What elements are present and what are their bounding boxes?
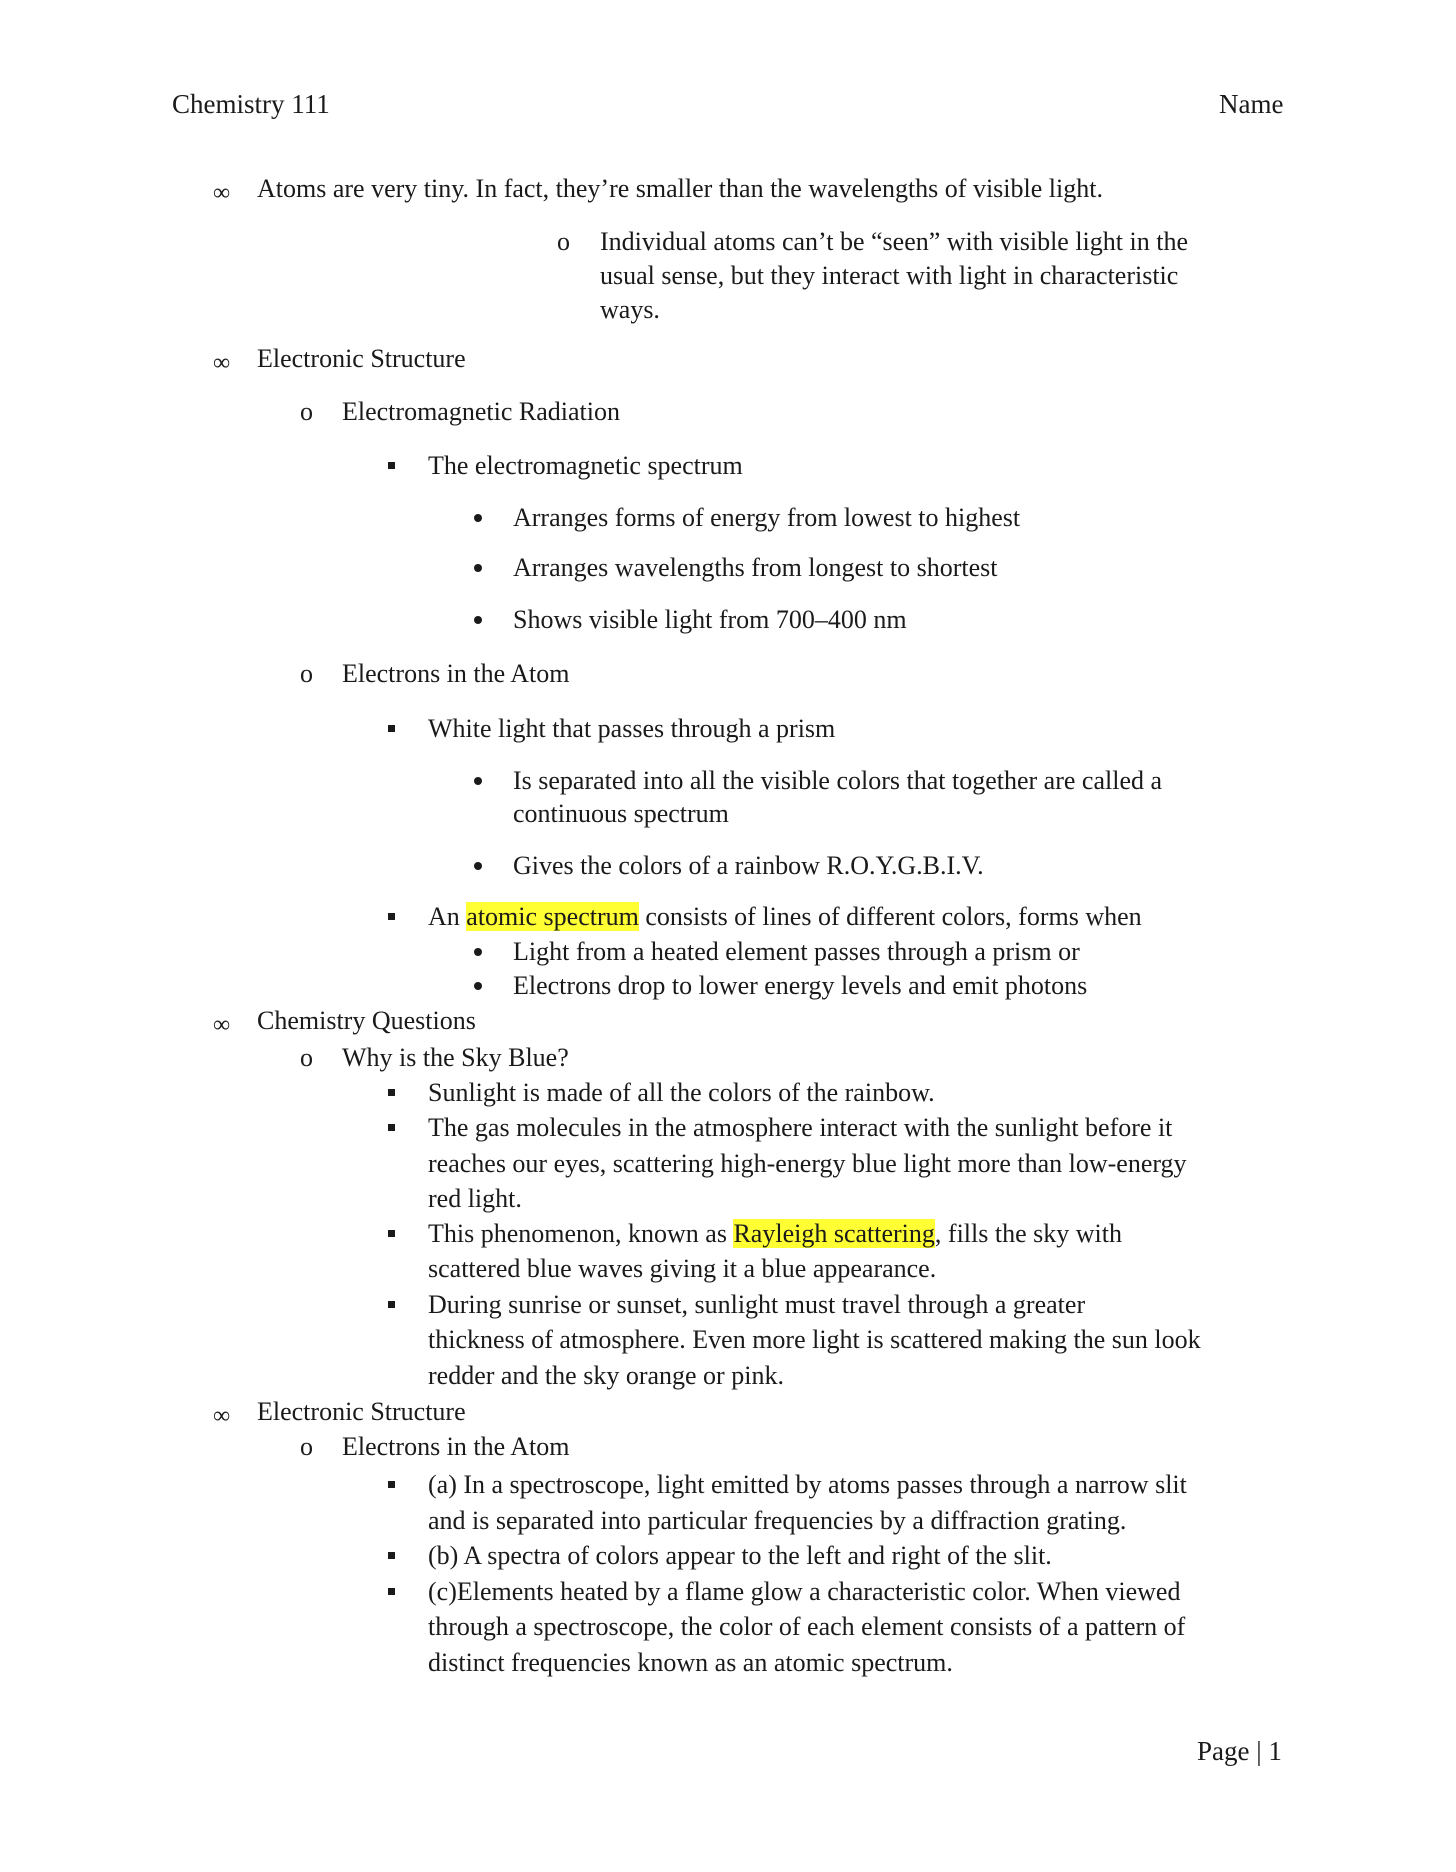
text-fragment: An — [428, 902, 467, 931]
level2-marker: o — [300, 1432, 313, 1461]
bullet-sunlight-colors: Sunlight is made of all the colors of the rainbow. — [428, 1078, 935, 1107]
level2-marker: o — [557, 227, 570, 256]
bullet-atoms-seen-line2: usual sense, but they interact with light in characteristic — [600, 261, 1179, 290]
bullet-heated-element: Light from a heated element passes through a prism or — [513, 937, 1080, 966]
square-bullet-icon — [388, 1124, 395, 1131]
text-fragment: , fills the sky with — [934, 1219, 1122, 1248]
heading-sky-blue: Why is the Sky Blue? — [342, 1043, 569, 1072]
square-bullet-icon — [388, 1230, 395, 1237]
bullet-spectra-colors: (b) A spectra of colors appear to the left and right of the slit. — [428, 1541, 1052, 1570]
bullet-rayleigh-line1 — [428, 1216, 1122, 1251]
round-bullet-icon — [474, 616, 482, 624]
round-bullet-icon — [474, 514, 482, 522]
round-bullet-icon — [474, 948, 482, 956]
level2-marker: o — [300, 397, 313, 426]
name-label: Name — [1219, 89, 1284, 119]
level2-marker: o — [300, 659, 313, 688]
bullet-arranges-energy: Arranges forms of energy from lowest to highest — [513, 503, 1021, 532]
bullet-flame-line3: distinct frequencies known as an atomic spectrum. — [428, 1648, 953, 1677]
heading-chemistry-questions: Chemistry Questions — [257, 1006, 476, 1035]
round-bullet-icon — [474, 982, 482, 990]
bullet-visible-light: Shows visible light from 700–400 nm — [513, 605, 907, 634]
round-bullet-icon — [474, 777, 482, 785]
bullet-atomic-spectrum — [428, 899, 1142, 934]
bullet-separated-line2: continuous spectrum — [513, 799, 729, 828]
page-number: Page | 1 — [1197, 1736, 1282, 1766]
bullet-white-light: White light that passes through a prism — [428, 714, 836, 743]
bullet-atoms-seen-line1: Individual atoms can’t be “seen” with visible light in the — [600, 227, 1188, 256]
round-bullet-icon — [474, 862, 482, 870]
square-bullet-icon — [388, 1481, 395, 1488]
heading-electrons-atom: Electrons in the Atom — [342, 659, 570, 688]
heading-electronic-structure-2: Electronic Structure — [257, 1397, 466, 1426]
heading-electrons-atom-2: Electrons in the Atom — [342, 1432, 570, 1461]
course-title: Chemistry 111 — [172, 89, 330, 119]
bullet-separated-line1: Is separated into all the visible colors that together are called a — [513, 766, 1163, 795]
level1-marker: ∞ — [213, 1403, 231, 1429]
bullet-sunrise-line3: redder and the sky orange or pink. — [428, 1361, 784, 1390]
square-bullet-icon — [388, 1089, 395, 1096]
bullet-gas-line3: red light. — [428, 1184, 522, 1213]
bullet-spectroscope-line1: (a) In a spectroscope, light emitted by atoms passes through a narrow slit — [428, 1470, 1187, 1499]
bullet-em-spectrum: The electromagnetic spectrum — [428, 451, 743, 480]
level1-marker: ∞ — [213, 1012, 231, 1038]
bullet-sunrise-line1: During sunrise or sunset, sunlight must travel through a greater — [428, 1290, 1086, 1319]
square-bullet-icon — [388, 1588, 395, 1595]
square-bullet-icon — [388, 1552, 395, 1559]
bullet-rayleigh-line2: scattered blue waves giving it a blue appearance. — [428, 1254, 937, 1283]
highlight-rayleigh-scattering: Rayleigh scattering — [733, 1219, 935, 1248]
highlight-atomic-spectrum: atomic spectrum — [466, 902, 639, 931]
round-bullet-icon — [474, 564, 482, 572]
bullet-flame-line2: through a spectroscope, the color of each element consists of a pattern of — [428, 1612, 1186, 1641]
bullet-arranges-wavelengths: Arranges wavelengths from longest to shortest — [513, 553, 998, 582]
bullet-sunrise-line2: thickness of atmosphere. Even more light is scattered making the sun look — [428, 1325, 1201, 1354]
text-fragment: consists of lines of different colors, forms when — [638, 902, 1142, 931]
bullet-flame-line1: (c)Elements heated by a flame glow a characteristic color. When viewed — [428, 1577, 1181, 1606]
bullet-atoms-seen-line3: ways. — [600, 295, 660, 324]
level2-marker: o — [300, 1043, 313, 1072]
square-bullet-icon — [388, 725, 395, 732]
bullet-gas-line1: The gas molecules in the atmosphere interact with the sunlight before it — [428, 1113, 1173, 1142]
square-bullet-icon — [388, 462, 395, 469]
heading-em-radiation: Electromagnetic Radiation — [342, 397, 620, 426]
bullet-rainbow: Gives the colors of a rainbow R.O.Y.G.B.I.V. — [513, 851, 984, 880]
bullet-gas-line2: reaches our eyes, scattering high-energy blue light more than low-energy — [428, 1149, 1187, 1178]
square-bullet-icon — [388, 1301, 395, 1308]
bullet-atoms-tiny: Atoms are very tiny. In fact, they’re smaller than the wavelengths of visible light. — [257, 174, 1103, 203]
heading-electronic-structure: Electronic Structure — [257, 344, 466, 373]
square-bullet-icon — [388, 913, 395, 920]
bullet-spectroscope-line2: and is separated into particular frequencies by a diffraction grating. — [428, 1506, 1127, 1535]
level1-marker: ∞ — [213, 350, 231, 376]
bullet-electrons-drop: Electrons drop to lower energy levels and emit photons — [513, 971, 1088, 1000]
level1-marker: ∞ — [213, 180, 231, 206]
text-fragment: This phenomenon, known as — [428, 1219, 734, 1248]
